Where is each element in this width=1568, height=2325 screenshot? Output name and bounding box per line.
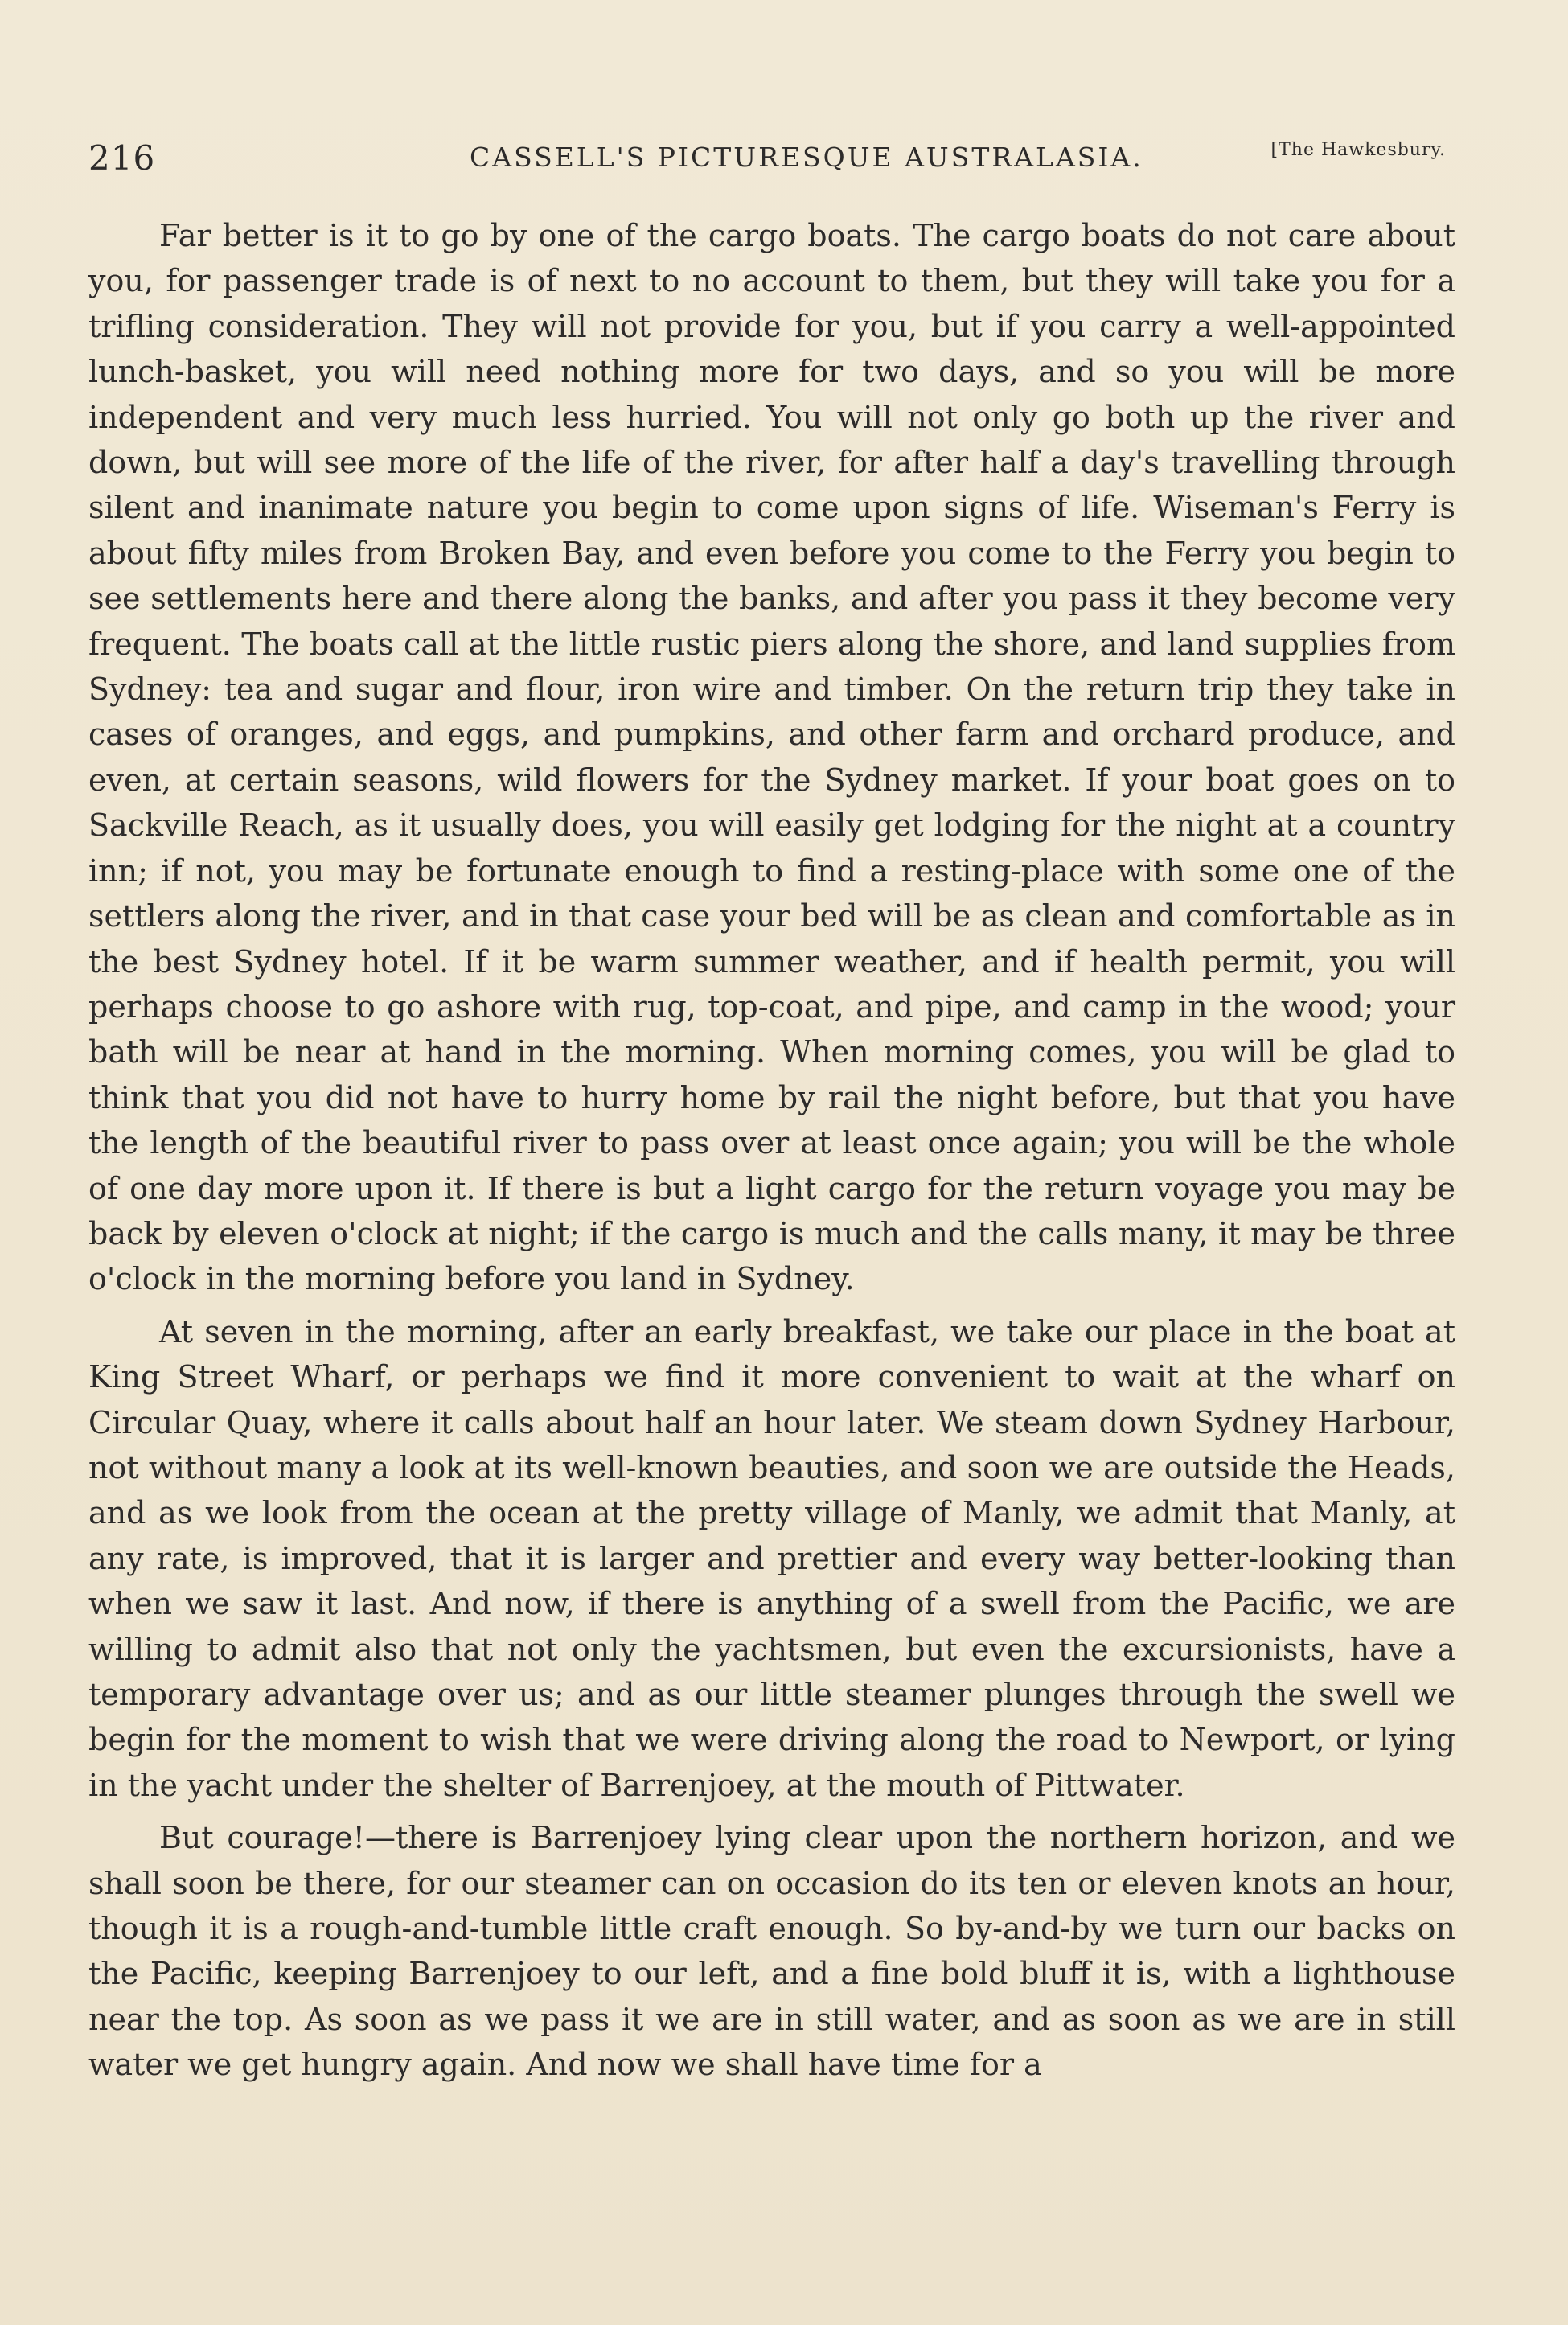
running-title: CASSELL'S PICTURESQUE AUSTRALASIA. (470, 142, 1143, 173)
paragraph-morning-departure: At seven in the morning, after an early breakfast, we take our place in the boat at King Street Wharf, or perhaps we find it more convenient to wait at the wharf on Circular Quay, where it calls about half an hour later. We steam down Sydney Harbour, not without many a look at its well-known beauties, and soon we are outside the Heads, and as we look from the ocean at the pretty village of Manly, we admit that Manly, at any rate, is improved, that it is larger and prettier and every way better-looking than when we saw it last. And now, if there is anything of a swell from the Pacific, we are willing to admit also that not only the yachtsmen, but even the excursionists, have a temporary advantage over us; and as our little steamer plunges through the swell we begin for the moment to wish that we were driving along the road to Newport, or lying in the yacht under the shelter of Barrenjoey, at the mouth of Pittwater. (88, 1313, 1455, 1803)
page-number: 216 (88, 138, 156, 178)
paragraph-barrenjoey: But courage!—there is Barrenjoey lying clear upon the northern horizon, and we shall soon be there, for our steamer can on occasion do its ten or eleven knots an hour, though it is a rough-and-tumble little craft enough. So by-and-by we turn our backs on the Pacific, keeping Barrenjoey to our left, and a fine bold bluff it is, with a lighthouse near the top. As soon as we pass it we are in still water, and as soon as we are in still water we get hungry again. And now we shall have time for a (88, 1820, 1455, 2083)
section-tag: [The Hawkesbury. (1270, 140, 1446, 160)
running-head (88, 132, 1446, 188)
body-text (88, 213, 1455, 2095)
paragraph-cargo-boats: Far better is it to go by one of the cargo boats. The cargo boats do not care about you, for passenger trade is of next to no account to them, but they will take you for a trifling consideration. They will not provide for you, but if you carry a well-appointed lunch-basket, you will need nothing more for two days, and so you will be more independent and very much less hurried. You will not only go both up the river and down, but will see more of the life of the river, for after half a day's travelling through silent and inanimate nature you begin to come upon signs of life. Wiseman's Ferry is about fifty miles from Broken Bay, and even before you come to the Ferry you begin to see settlements here and there along the banks, and after you pass it they become very frequent. The boats call at the little rustic piers along the shore, and land supplies from Sydney: tea and sugar and flour, iron wire and timber. On the return trip they take in cases of oranges, and eggs, and pumpkins, and other farm and orchard produce, and even, at certain seasons, wild flowers for the Sydney market. If your boat goes on to Sackville Reach, as it usually does, you will easily get lodging for the night at a country inn; if not, you may be fortunate enough to find a resting-place with some one of the settlers along the river, and in that case your bed will be as clean and comfortable as in the best Sydney hotel. If it be warm summer weather, and if health permit, you will perhaps choose to go ashore with rug, top-coat, and pipe, and camp in the wood; your bath will be near at hand in the morning. When morning comes, you will be glad to think that you did not have to hurry home by rail the night before, but that you have the length of the beautiful river to pass over at least once again; you will be the whole of one day more upon it. If there is but a light cargo for the return voyage you may be back by eleven o'clock at night; if the cargo is much and the calls many, it may be three o'clock in the morning before you land in Sydney. (88, 218, 1455, 1297)
